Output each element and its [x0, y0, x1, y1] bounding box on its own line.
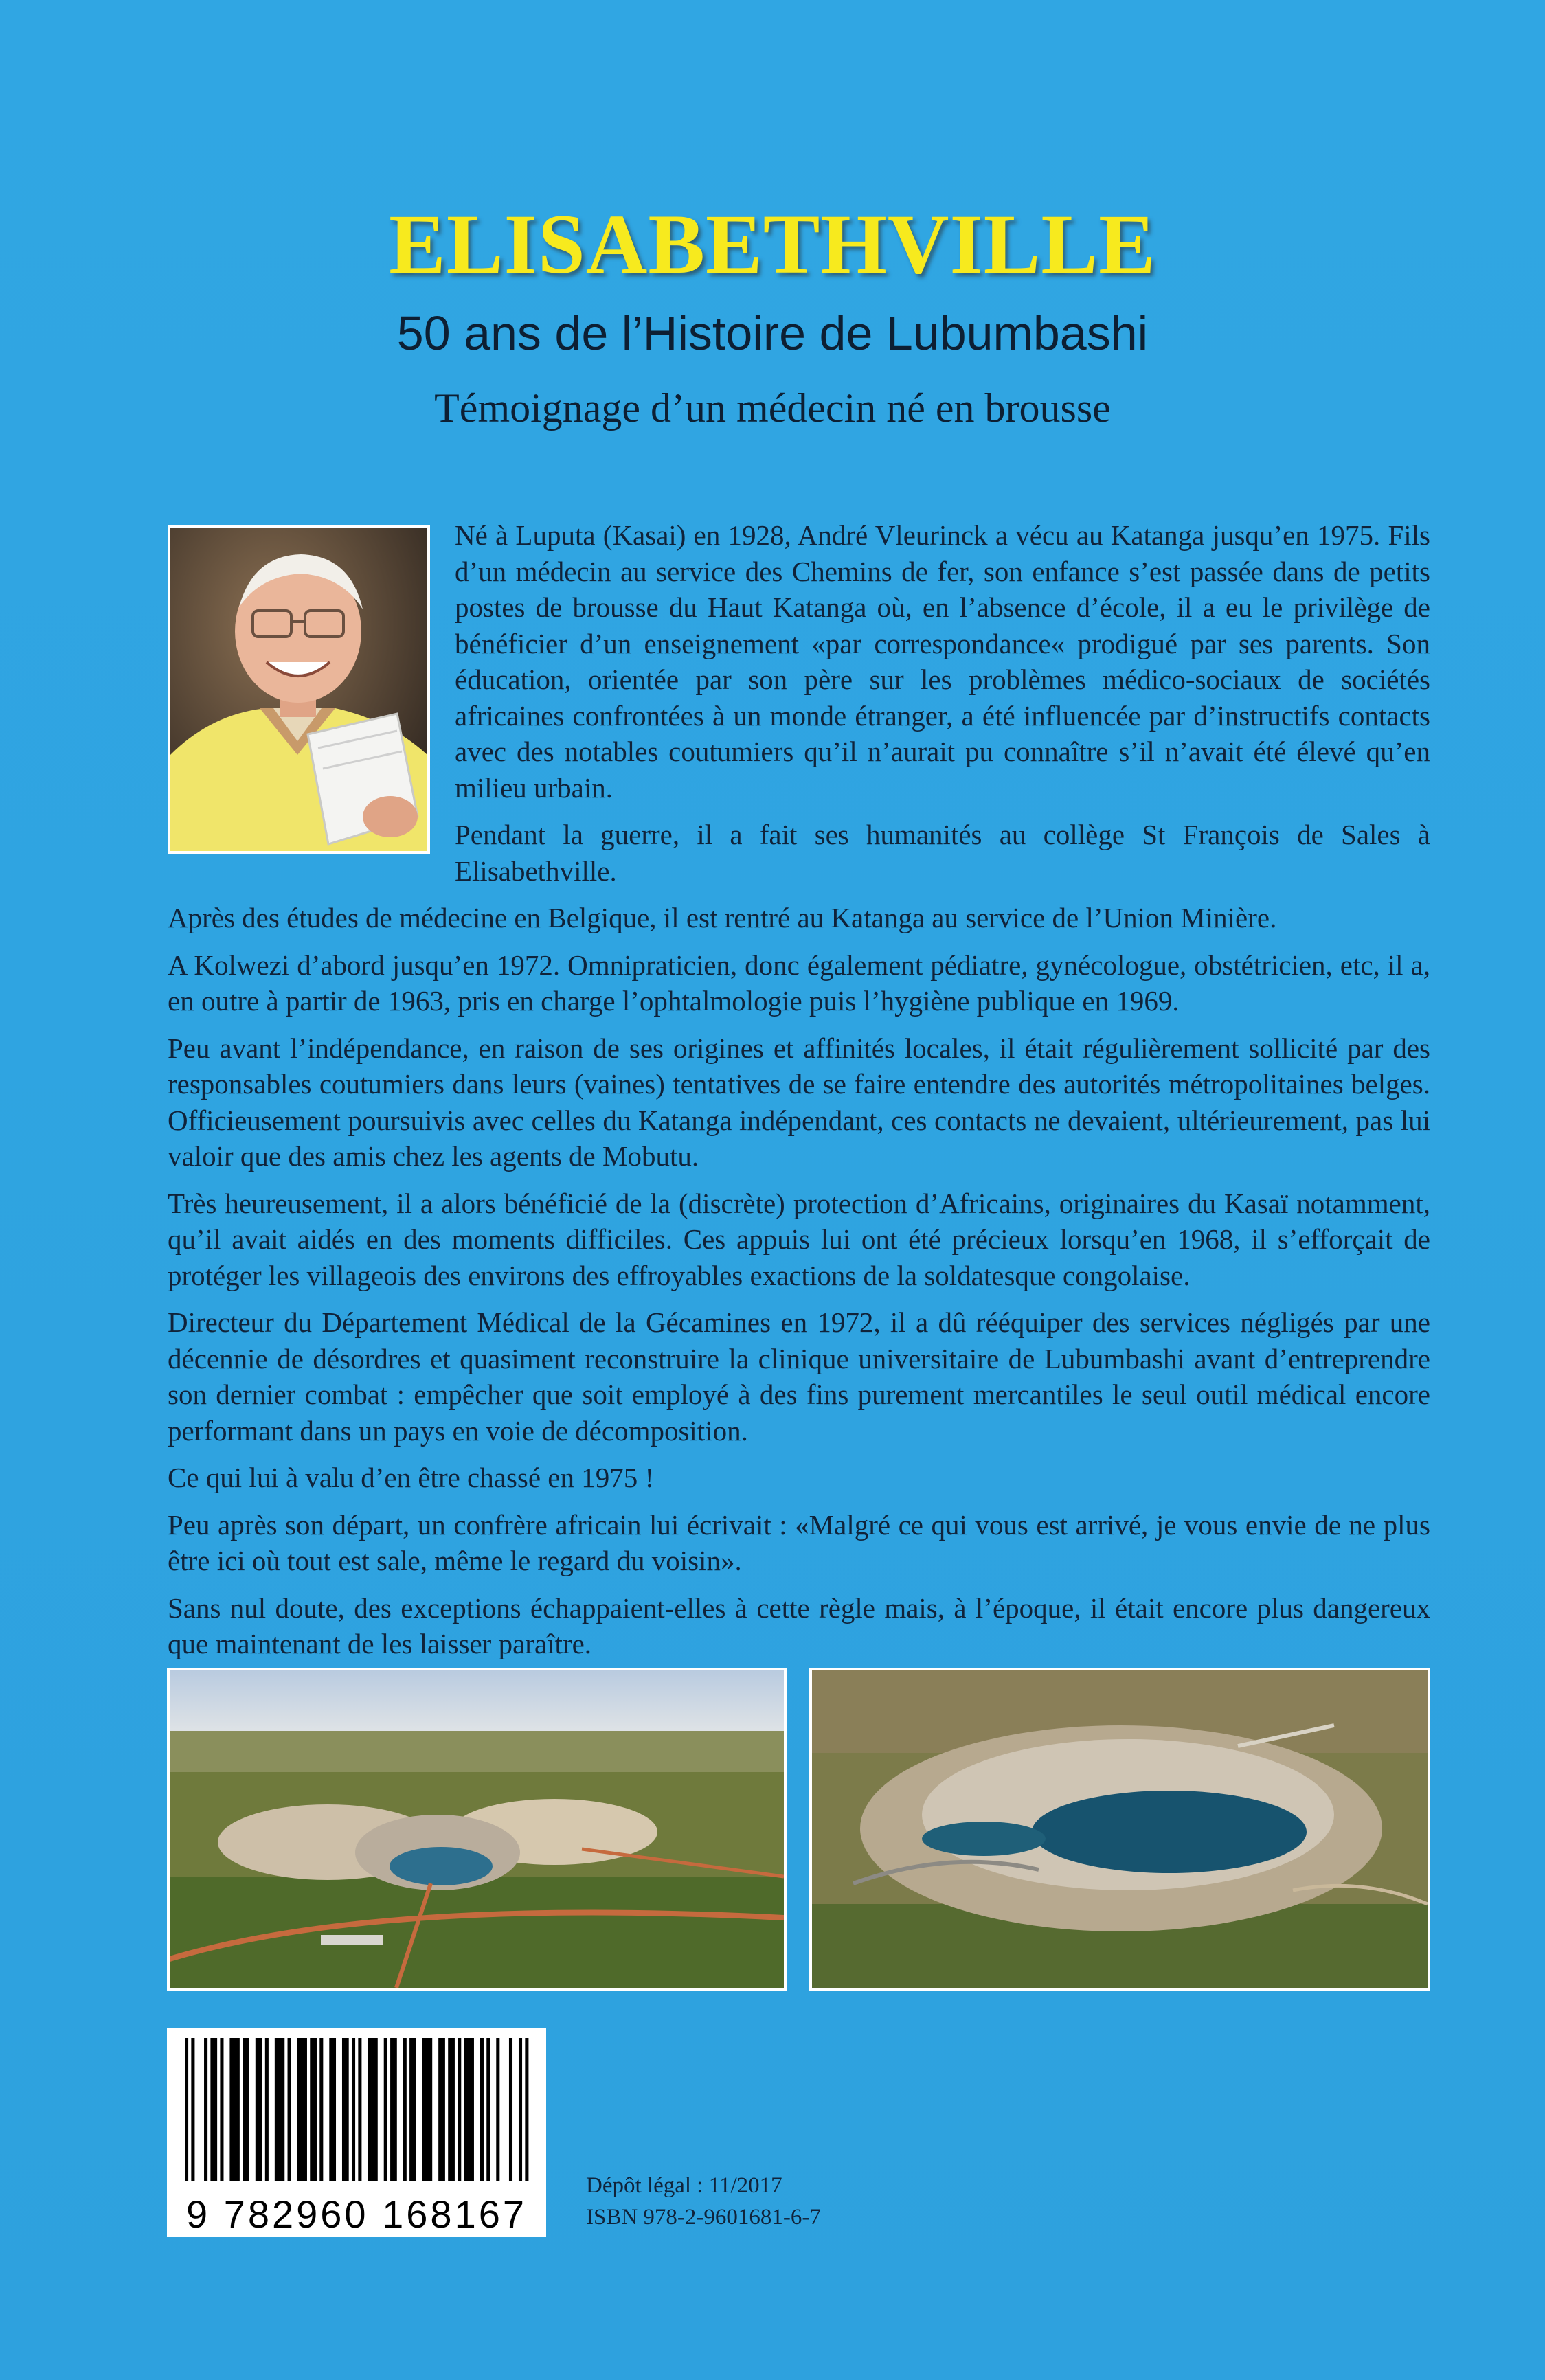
barcode-bar: [394, 2038, 397, 2181]
barcode-bar: [409, 2038, 413, 2181]
barcode-bar: [214, 2038, 217, 2181]
isbn-number: ISBN 978-2-9601681-6-7: [586, 2205, 821, 2230]
barcode-bar: [496, 2038, 499, 2181]
barcode-bar: [281, 2038, 284, 2181]
barcode-bar: [346, 2038, 349, 2181]
barcode-bar: [275, 2038, 278, 2181]
barcode-bar: [519, 2038, 522, 2181]
barcode-bar: [278, 2038, 282, 2181]
barcode-bar: [288, 2038, 291, 2181]
book-tagline: Témoignage d’un médecin né en brousse: [434, 385, 1111, 431]
barcode-bar: [390, 2038, 394, 2181]
barcode-bar: [319, 2038, 323, 2181]
barcode-bar: [509, 2038, 512, 2181]
barcode-bar: [438, 2038, 442, 2181]
legal-info: [586, 2170, 821, 2233]
barcode-bar: [422, 2038, 426, 2181]
barcode-bar: [352, 2038, 355, 2181]
mine-aerial-illustration-left: [170, 1670, 784, 1988]
barcode-bar: [304, 2038, 307, 2181]
barcode-bar: [229, 2038, 233, 2181]
mine-aerial-photo-left: [167, 1668, 787, 1991]
barcode-bar: [342, 2038, 346, 2181]
barcode-bar: [371, 2038, 374, 2181]
paragraph-9: Peu après son départ, un confrère africain lui écrivait : «Malgré ce qui vous est arrivé, je vous envie de ne plus être ici où tout est sale, même le regard du voisin».: [168, 1508, 1430, 1576]
barcode-bar: [451, 2038, 455, 2181]
mine-aerial-photo-right: [809, 1668, 1430, 1991]
barcode-bar: [486, 2038, 490, 2181]
barcode-bar: [374, 2038, 378, 2181]
barcode-digits: 9 782960 168167: [186, 2192, 527, 2236]
paragraph-2: Pendant la guerre, il a fait ses humanités au collège St François de Sales à Elisabethville.: [455, 819, 1430, 887]
barcode-bar: [191, 2038, 194, 2181]
book-title: ELISABETHVILLE: [389, 197, 1156, 291]
paragraph-1: Né à Luputa (Kasai) en 1928, André Vleurinck a vécu au Katanga jusqu’en 1975. Fils d’un médecin au service des Chemins de fer, son enfance s’est passée dans de petits postes de brousse du Haut Katanga où, en l’absence d’école, il a eu le privilège de bénéficier d’un enseignement «par correspondance« prodigué par ses parents. Son éducation, orientée par son père sur les problèmes médico-sociaux de sociétés africaines confrontées à un monde étranger, a été influencée par d’instructifs contacts avec des notables coutumiers qu’il n’aurait pu connaître s’il n’avait été élevé qu’en milieu urbain.: [455, 519, 1430, 804]
barcode-bar: [448, 2038, 451, 2181]
barcode-bar: [425, 2038, 429, 2181]
paragraph-10: Sans nul doute, des exceptions échappaient-elles à cette règle mais, à l’époque, il était encore plus dangereux que maintenant de les laisser paraître.: [168, 1591, 1430, 1659]
barcode-bar: [368, 2038, 371, 2181]
paragraph-3: Après des études de médecine en Belgique, il est rentré au Katanga au service de l’Union Minière.: [168, 902, 1277, 933]
barcode-bar: [464, 2038, 468, 2181]
book-subtitle: 50 ans de l’Histoire de Lubumbashi: [396, 306, 1149, 360]
barcode-bar: [332, 2038, 336, 2181]
barcode-bar: [210, 2038, 214, 2181]
barcode-bar: [258, 2038, 262, 2181]
barcode-bar: [442, 2038, 445, 2181]
barcode-bar: [525, 2038, 528, 2181]
barcode-bar: [458, 2038, 461, 2181]
barcode-bar: [384, 2038, 387, 2181]
barcode-bar: [467, 2038, 471, 2181]
portrait-spacer: [168, 517, 455, 854]
barcode-bar: [236, 2038, 240, 2181]
barcode-bar: [246, 2038, 249, 2181]
barcode-bar: [265, 2038, 269, 2181]
back-cover-text: [168, 517, 1430, 1673]
paragraph-4: A Kolwezi d’abord jusqu’en 1972. Omnipraticien, donc également pédiatre, gynécologue, obstétricien, etc, il a, en outre à partir de 1963, pris en charge l’ophtalmologie puis l’hygiène publique en 1969.: [168, 949, 1430, 1017]
mine-aerial-illustration-right: [812, 1670, 1428, 1988]
isbn-barcode: [167, 2028, 546, 2237]
barcode-bar: [329, 2038, 332, 2181]
barcode-bar: [220, 2038, 223, 2181]
barcode-bar: [243, 2038, 246, 2181]
paragraph-8: Ce qui lui à valu d’en être chassé en 1975 !: [168, 1462, 655, 1493]
barcode-bar: [471, 2038, 474, 2181]
barcode-bar: [185, 2038, 188, 2181]
barcode-bar: [233, 2038, 236, 2181]
barcode-bar: [313, 2038, 317, 2181]
depot-legal: Dépôt légal : 11/2017: [586, 2173, 782, 2198]
barcode-bars: [167, 2028, 546, 2193]
barcode-bar: [429, 2038, 432, 2181]
barcode-bar: [310, 2038, 313, 2181]
barcode-bar: [413, 2038, 416, 2181]
paragraph-6: Très heureusement, il a alors bénéficié de la (discrète) protection d’Africains, originaires du Kasaï notamment, qu’il avait aidés en des moments difficiles. Ces appuis lui ont été précieux lorsqu’en 1968, il s’efforçait de protéger les villageois des environs des effroyables exactions de la soldatesque congolaise.: [168, 1187, 1430, 1291]
barcode-bar: [403, 2038, 407, 2181]
barcode-bar: [300, 2038, 304, 2181]
paragraph-5: Peu avant l’indépendance, en raison de ses origines et affinités locales, il était régulièrement sollicité par des responsables coutumiers dans leurs (vaines) tentatives de se faire entendre des autorités métropolitaines belges. Officieusement poursuivis avec celles du Katanga indépendant, ces contacts ne devaient, ultérieurement, pas lui valoir que des amis chez les agents de Mobutu.: [168, 1032, 1430, 1172]
barcode-bar: [204, 2038, 207, 2181]
barcode-bar: [358, 2038, 361, 2181]
barcode-bar: [297, 2038, 301, 2181]
paragraph-7: Directeur du Département Médical de la Gécamines en 1972, il a dû rééquiper des services négligés par une décennie de désordres et quasiment reconstruire la clinique universitaire de Lubumbashi avant d’entreprendre son dernier combat : empêcher que soit employé à des fins purement mercantiles le seul outil médical encore performant dans un pays en voie de décomposition.: [168, 1306, 1430, 1447]
barcode-bar: [480, 2038, 484, 2181]
barcode-bar: [256, 2038, 259, 2181]
